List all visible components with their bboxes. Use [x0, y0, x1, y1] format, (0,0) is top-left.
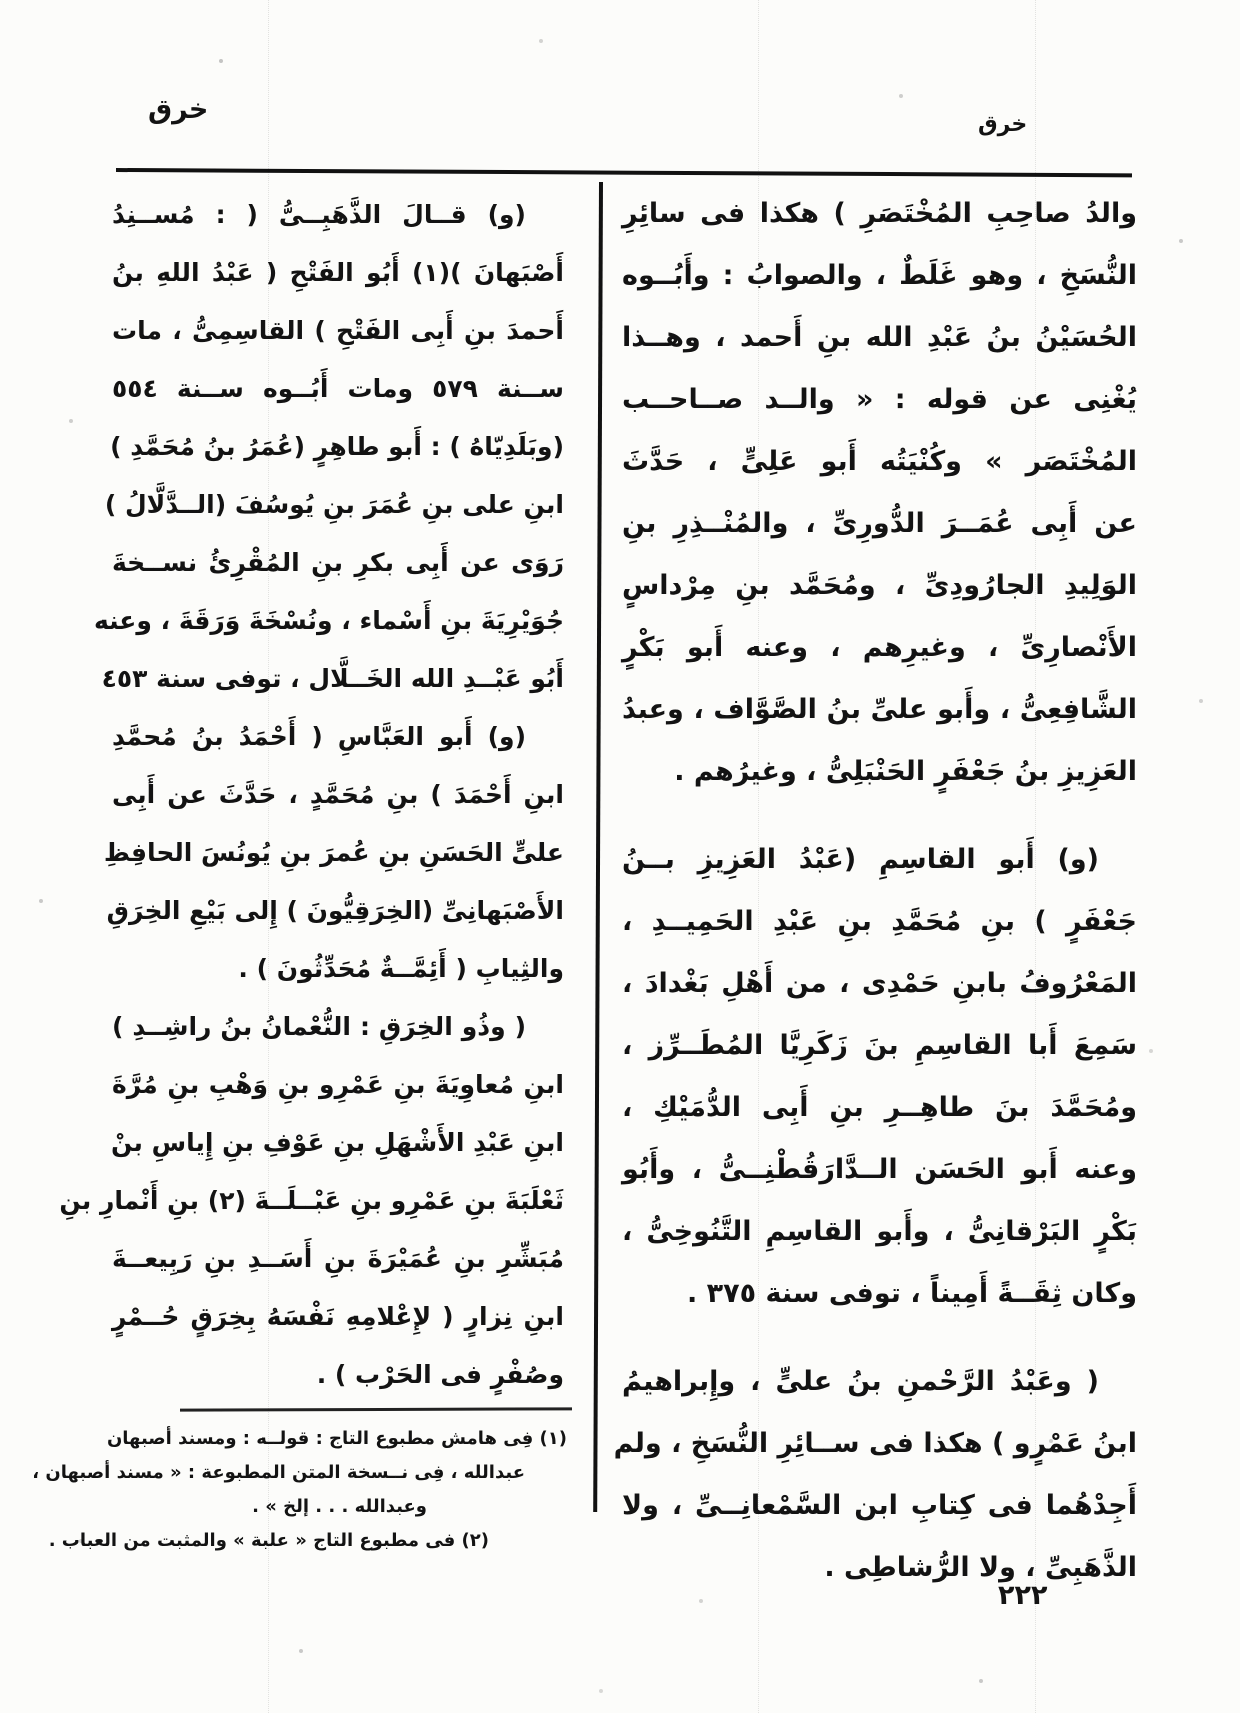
footnote-line: وعبدالله . . . إلخ » . [252, 1496, 427, 1517]
text-line: (و) أَبو القاسِمِ (عَبْدُ العَزِيزِ بــنُ [622, 844, 1099, 875]
scan-noise [0, 0, 2, 2]
text-line: سَمِعَ أَبا القاسِمِ بنَ زَكَرِيَّا المُطَــرِّز ، [622, 1030, 1137, 1061]
text-line: الشَّافِعِىُّ ، وأَبو علىِّ بنُ الصَّوَّاف ، وعبدُ [622, 694, 1137, 725]
text-line: ابنُ عَمْرٍو ) هكذا فى ســائِرِ النُّسَخِ ، ولم [613, 1428, 1137, 1459]
text-line: بَكْرٍ البَرْقانِىُّ ، وأَبو القاسِمِ التَّنُوخِىُّ ، [622, 1216, 1137, 1247]
text-line: الحُسَيْنُ بنُ عَبْدِ الله بنِ أَحمد ، وهــذا [622, 322, 1137, 353]
text-line: الذَّهَبِىِّ ، ولا الرُّشاطِى . [824, 1552, 1137, 1583]
text-line: ابنِ عَبْدِ الأَشْهَلِ بنِ عَوْفِ بنِ إِياسِ بنْ [111, 1128, 564, 1157]
text-line: ( وذُو الخِرَقِ : النُّعْمانُ بنُ راشِــدِ ) [112, 1012, 526, 1041]
text-line: رَوَى عن أَبِى بكرِ بنِ المُقْرِئُ نســخةَ [112, 548, 564, 577]
scan-fold-line [1035, 0, 1036, 1713]
text-line: وعنه أَبو الحَسَن الــدَّارَقُطْنِــىُّ ، وأَبُو [622, 1154, 1137, 1185]
scan-fold-line [268, 0, 269, 1713]
text-line: جُوَيْرِيَةَ بنِ أَسْماء ، ونُسْخَةَ وَرَقَةَ ، وعنه [93, 606, 564, 635]
text-line: ومُحَمَّدَ بنَ طاهِــرِ بنِ أَبِى الدُّمَيْكِ ، [622, 1092, 1137, 1123]
text-line: ابنِ نِزارٍ ( لإِعْلامِهِ نَفْسَهُ بِخِرَقٍ حُــمْرٍ [112, 1302, 564, 1331]
left-column [59, 186, 565, 1404]
text-line: والدُ صاحِبِ المُخْتَصَرِ ) هكذا فى سائِرِ [622, 198, 1137, 229]
page-number: ٢٢٢ [998, 1580, 1048, 1611]
text-line: ابنِ مُعاوِيَةَ بنِ عَمْرِو بنِ وَهْبِ بنِ مُرَّةَ [112, 1070, 564, 1099]
text-line: جَعْفَرٍ ) بنِ مُحَمَّدِ بنِ عَبْدِ الحَمِيــدِ ، [622, 906, 1137, 937]
text-line: ( وعَبْدُ الرَّحْمنِ بنُ علىٍّ ، وإِبراهيمُ [622, 1366, 1099, 1397]
text-line: المَعْرُوفُ بابنِ حَمْدِى ، من أَهْلِ بَغْدادَ ، [622, 968, 1137, 999]
text-line: (وبَلَدِيّاهُ ) : أَبو طاهِرٍ (عُمَرُ بنُ مُحَمَّدِ ) [110, 432, 564, 461]
text-line: العَزِيزِ بنُ جَعْفَرٍ الحَنْبَلِىُّ ، وغيرُهم . [674, 756, 1137, 787]
text-line: ابنِ على بنِ عُمَرَ بنِ يُوسُفَ (الــدَّلَّالُ ) [104, 490, 564, 519]
text-line: الأَصْبَهانِىِّ (الخِرَقِيُّونَ ) إِلى بَيْعِ الخِرَقِ [106, 896, 564, 925]
text-line: ابنِ أَحْمَدَ ) بنِ مُحَمَّدٍ ، حَدَّثَ عن أَبِى [112, 780, 564, 809]
text-line: ثَعْلَبَةَ بنِ عَمْرِو بنِ عَبْــلَــةَ (٢) بنِ أَنْمارِ بنِ [59, 1186, 564, 1215]
paragraph [93, 186, 565, 708]
paragraph [622, 183, 1137, 803]
footnotes [32, 1422, 567, 1558]
text-line: وكان ثِقَــةً أَمِيناً ، توفى سنة ٣٧٥ . [686, 1278, 1137, 1309]
text-line: ســنة ٥٧٩ ومات أَبُــوه ســنة ٥٥٤ [112, 374, 564, 403]
text-line: والثِيابِ ( أَئِمَّــةٌ مُحَدِّثُونَ ) . [238, 954, 564, 983]
text-line: عن أَبِى عُمَــرَ الدُّورِىِّ ، والمُنْــذِرِ بنِ [622, 508, 1137, 539]
running-head-left: خرق [148, 94, 209, 125]
text-line: يُغْنِى عن قوله : « والــد صــاحــب [622, 384, 1137, 415]
text-line: أَحمدَ بنِ أَبِى الفَتْحِ ) القاسِمِىُّ ، مات [112, 316, 564, 345]
text-line: أَبُو عَبْــدِ الله الخَــلَّال ، توفى سنة ٤٥٣ [101, 664, 564, 693]
footnote-separator [180, 1407, 572, 1411]
text-line: (و) أَبو العَبَّاسِ ( أَحْمَدُ بنُ مُحمَّدِ [112, 722, 526, 751]
paragraph [59, 998, 564, 1404]
footnote-line: (١) فِى هامش مطبوع التاج : قولــه : ومسند أصبهان [106, 1428, 567, 1449]
footnote-line: (٢) فى مطبوع التاج « علبة » والمثبت من العباب . [48, 1530, 489, 1551]
text-line: مُبَشِّرِ بنِ عُمَيْرَةَ بنِ أَسَــدِ بنِ رَبِيعــةَ [112, 1244, 564, 1273]
text-line: الوَلِيدِ الجارُودِىِّ ، ومُحَمَّد بنِ مِرْداسٍ [622, 570, 1137, 601]
running-head-right: خرق [978, 112, 1028, 137]
text-line: أَصْبَهانَ )(١) أَبُو الفَتْحِ ( عَبْدُ اللهِ بنُ [112, 258, 565, 287]
text-line: المُخْتَصَر » وكُنْيَتُه أَبو عَلِىٍّ ، حَدَّثَ [622, 446, 1137, 477]
text-line: الأَنْصارِىِّ ، وغيرِهم ، وعنه أَبو بَكْرٍ [622, 632, 1137, 663]
column-divider [593, 182, 603, 1512]
text-line: أَجِدْهُما فى كِتابِ ابن السَّمْعانِــىِّ ، ولا [622, 1490, 1137, 1521]
footnote-line: عبدالله ، فِى نــسخة المتن المطبوعة : « مسند أصبهان ، [32, 1462, 525, 1483]
paragraph [613, 1351, 1137, 1599]
text-line: (و) قــالَ الذَّهَبِــىُّ ( : مُســنِدُ [112, 200, 526, 229]
paragraph [622, 829, 1137, 1325]
text-line: وصُفْرٍ فى الحَرْب ) . [316, 1360, 564, 1389]
text-line: النُّسَخِ ، وهو غَلَطٌ ، والصوابُ : وأَبُــوه [622, 260, 1137, 291]
paragraph [103, 708, 564, 998]
right-column [613, 183, 1137, 1599]
text-line: علىٍّ الحَسَنِ بنِ عُمرَ بنِ يُونُسَ الحافِظِ [103, 838, 564, 867]
scan-fold-line [758, 0, 759, 1713]
